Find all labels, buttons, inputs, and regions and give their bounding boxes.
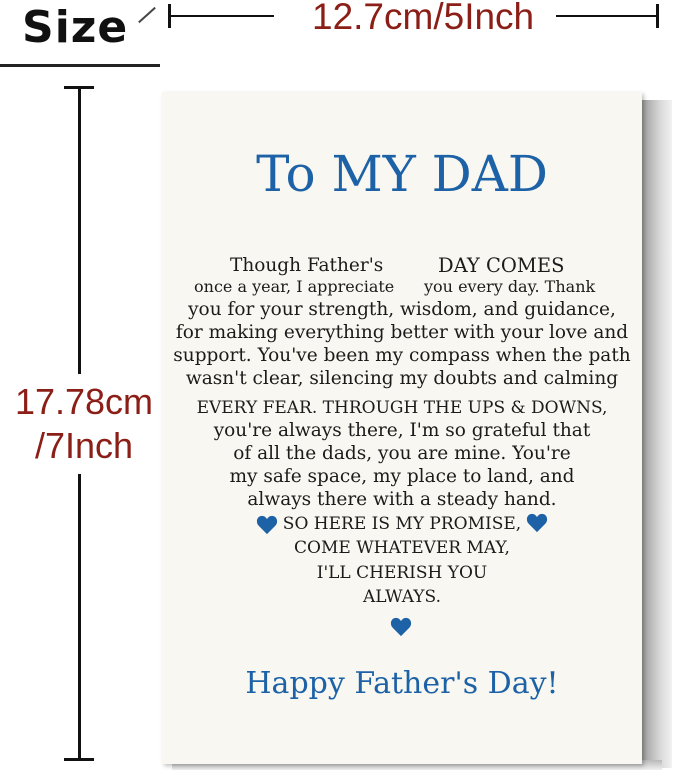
card-title: To MY DAD xyxy=(256,145,548,203)
poem-line-2-right: you every day. Thank xyxy=(424,277,596,296)
heart-icon xyxy=(390,617,412,637)
promise-line-2: COME WHATEVER MAY, xyxy=(294,538,510,558)
height-dimension-line-bottom xyxy=(78,474,81,760)
poem-line-5: support. You've been my compass when the path xyxy=(173,345,631,366)
poem-line-9: of all the dads, you are mine. You're xyxy=(233,443,571,464)
height-dimension-text-cm: 17.78cm xyxy=(14,381,154,422)
poem-line-7: EVERY FEAR. THROUGH THE UPS & DOWNS, xyxy=(196,398,608,418)
size-label: Size xyxy=(22,2,129,53)
height-dimension-bottom-cap xyxy=(64,758,94,761)
width-dimension-line-right xyxy=(556,15,658,17)
poem-line-1-left: Though Father's xyxy=(230,255,384,276)
poem-line-3: you for your strength, wisdom, and guidance, xyxy=(188,299,616,320)
promise-line-4: ALWAYS. xyxy=(363,587,441,607)
greeting-card xyxy=(162,92,642,764)
promise-line-1: SO HERE IS MY PROMISE, xyxy=(282,514,522,534)
poem-line-4: for making everything better with your love and xyxy=(175,322,629,343)
height-dimension-line-top xyxy=(78,86,81,374)
card-shadow xyxy=(642,100,672,768)
poem-line-11: always there with a steady hand. xyxy=(247,489,557,510)
closing-message: Happy Father's Day! xyxy=(245,666,559,701)
width-dimension-line-left xyxy=(168,15,274,17)
poem-line-6: wasn't clear, silencing my doubts and calming xyxy=(185,368,619,389)
promise-line-3: I'LL CHERISH YOU xyxy=(316,563,488,583)
poem-line-1-right: DAY COMES xyxy=(438,254,565,277)
width-dimension-text: 12.7cm/5Inch xyxy=(312,0,535,37)
heart-icon xyxy=(526,513,548,533)
height-dimension-text-inch: /7Inch xyxy=(34,425,134,466)
poem-line-2-left: once a year, I appreciate xyxy=(194,277,395,296)
width-dimension-right-cap xyxy=(656,4,659,28)
poem-line-10: my safe space, my place to land, and xyxy=(229,466,575,487)
poem-line-8: you're always there, I'm so grateful that xyxy=(213,420,591,441)
